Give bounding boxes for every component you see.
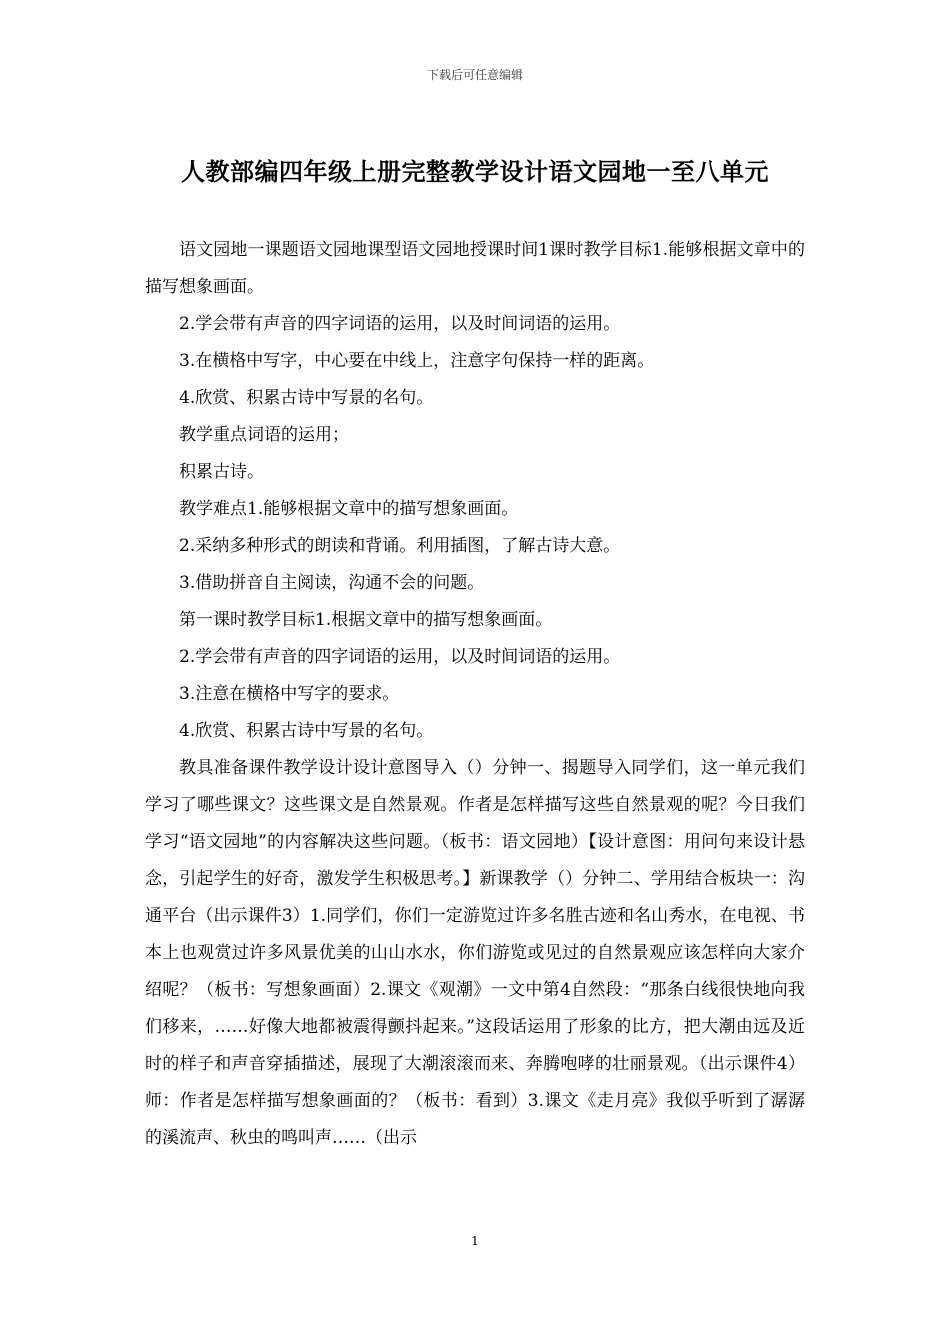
- paragraph: 积累古诗。: [179, 462, 264, 482]
- paragraph: 3.借助拼音自主阅读，沟通不会的问题。: [179, 573, 485, 593]
- paragraph: 3.在横格中写字，中心要在中线上，注意字句保持一样的距离。: [179, 351, 655, 371]
- paragraph: 3.注意在横格中写字的要求。: [179, 684, 400, 704]
- paragraph: 2.学会带有声音的四字词语的运用，以及时间词语的运用。: [179, 314, 621, 334]
- paragraph: 教学难点1.能够根据文章中的描写想象画面。: [179, 499, 519, 519]
- paragraph: 教具准备课件教学设计设计意图导入（）分钟一、揭题导入同学们，这一单元我们学习了哪些课文？这些课文是自然景观。作者是怎样描写这些自然景观的呢？今日我们学习“语文园地”的内容解决这些问题。（板书：语文园地）【设计意图：用问句来设计悬念，引起学生的好奇，激发学生积极思考。】新课教学（）分钟二、学用结合板块一：沟通平台（出示课件3）1.同学们，你们一定游览过许多名胜古迹和名山秀水，在电视、书本上也观赏过许多风景优美的山山水水，你们游览或见过的自然景观应该怎样向大家介绍呢？（板书：写想象画面）2.课文《观潮》一文中第4自然段：“那条白线很快地向我们移来，……好像大地都被震得颤抖起来。”这段话运用了形象的比方，把大潮由远及近时的样子和声音穿插描述，展现了大潮滚滚而来、奔腾咆哮的壮丽景观。（出示课件4）师：作者是怎样描写想象画面的？（板书：看到）3.课文《走月亮》我似乎听到了潺潺的溪流声、秋虫的鸣叫声……（出示: [145, 758, 805, 1148]
- paragraph: 4.欣赏、积累古诗中写景的名句。: [179, 388, 434, 408]
- paragraph: 2.学会带有声音的四字词语的运用，以及时间词语的运用。: [179, 647, 621, 667]
- document-body: [145, 232, 805, 1157]
- paragraph: 语文园地一课题语文园地课型语文园地授课时间1课时教学目标1.能够根据文章中的描写想象画面。: [145, 240, 805, 297]
- paragraph: 第一课时教学目标1.根据文章中的描写想象画面。: [179, 610, 553, 630]
- page-number: 1: [471, 1234, 479, 1248]
- header-note: 下载后可任意编辑: [426, 68, 523, 82]
- paragraph: 教学重点词语的运用；: [179, 425, 349, 445]
- paragraph: 4.欣赏、积累古诗中写景的名句。: [179, 721, 434, 741]
- document-title: 人教部编四年级上册完整教学设计语文园地一至八单元: [181, 158, 769, 186]
- paragraph: 2.采纳多种形式的朗读和背诵。利用插图，了解古诗大意。: [179, 536, 621, 556]
